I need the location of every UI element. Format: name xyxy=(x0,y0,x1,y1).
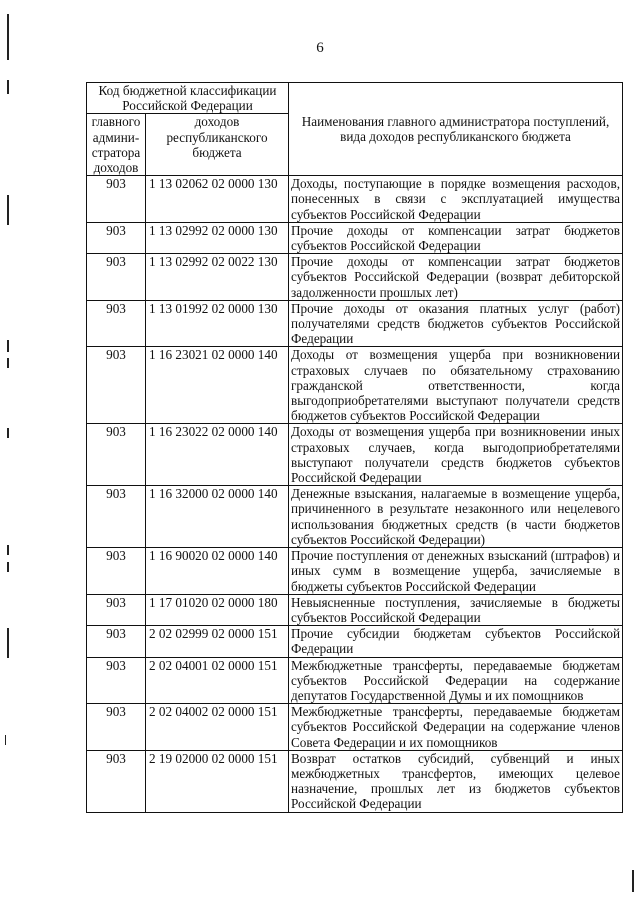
administrator-code-cell: 903 xyxy=(87,254,146,301)
table-row xyxy=(87,657,623,704)
table-row xyxy=(87,626,623,657)
administrator-code-cell: 903 xyxy=(87,750,146,812)
revenue-name-cell: Прочие поступления от денежных взысканий (штрафов) и иных сумм в возмещение ущерба, зачисляемые в бюджеты субъектов Российской Федерации xyxy=(289,548,623,595)
scan-mark xyxy=(7,545,9,555)
revenue-name-cell: Доходы, поступающие в порядке возмещения расходов, понесенных в связи с эксплуатацией имущества субъектов Российской Федерации xyxy=(289,176,623,223)
administrator-code-cell: 903 xyxy=(87,626,146,657)
table-header-row xyxy=(87,83,623,114)
revenue-code-cell: 2 19 02000 02 0000 151 xyxy=(146,750,289,812)
table-row xyxy=(87,222,623,253)
revenue-code-cell: 1 16 23022 02 0000 140 xyxy=(146,424,289,486)
table-row xyxy=(87,548,623,595)
header-budget-classification-code: Код бюджетной классификации Российской Федерации xyxy=(87,83,289,114)
revenue-name-cell: Межбюджетные трансферты, передаваемые бюджетам субъектов Российской Федерации на содержание членов Совета Федерации и их помощников xyxy=(289,704,623,751)
scan-mark xyxy=(7,428,9,438)
scan-mark xyxy=(7,358,9,368)
revenue-code-cell: 2 02 04002 02 0000 151 xyxy=(146,704,289,751)
scan-mark xyxy=(632,870,634,892)
scan-mark xyxy=(7,195,9,225)
administrator-code-cell: 903 xyxy=(87,594,146,625)
revenue-name-cell: Межбюджетные трансферты, передаваемые бюджетам субъектов Российской Федерации на содержание депутатов Государственной Думы и их помощников xyxy=(289,657,623,704)
revenue-code-cell: 1 13 02992 02 0000 130 xyxy=(146,222,289,253)
budget-classification-table xyxy=(86,82,623,813)
administrator-code-cell: 903 xyxy=(87,222,146,253)
revenue-name-cell: Доходы от возмещения ущерба при возникновении иных страховых случаев, когда выгодоприобретателями выступают получатели средств бюджетов субъектов Российской Федерации xyxy=(289,424,623,486)
scan-mark xyxy=(7,562,9,572)
revenue-code-cell: 1 16 90020 02 0000 140 xyxy=(146,548,289,595)
scan-mark xyxy=(5,735,6,745)
table-row xyxy=(87,704,623,751)
table-body xyxy=(87,176,623,812)
scan-mark xyxy=(7,340,9,352)
revenue-code-cell: 2 02 04001 02 0000 151 xyxy=(146,657,289,704)
scan-mark xyxy=(7,628,9,658)
table-row xyxy=(87,594,623,625)
header-administrator-name: Наименования главного администратора поступлений, вида доходов республиканского бюджета xyxy=(289,83,623,176)
table-row xyxy=(87,424,623,486)
table-row xyxy=(87,486,623,548)
table-row xyxy=(87,300,623,347)
administrator-code-cell: 903 xyxy=(87,548,146,595)
scan-mark xyxy=(7,80,9,94)
header-republican-revenue: доходов республиканского бюджета xyxy=(146,114,289,176)
administrator-code-cell: 903 xyxy=(87,300,146,347)
revenue-code-cell: 1 13 01992 02 0000 130 xyxy=(146,300,289,347)
revenue-name-cell: Невыясненные поступления, зачисляемые в бюджеты субъектов Российской Федерации xyxy=(289,594,623,625)
table-row xyxy=(87,176,623,223)
administrator-code-cell: 903 xyxy=(87,176,146,223)
administrator-code-cell: 903 xyxy=(87,486,146,548)
revenue-name-cell: Прочие доходы от компенсации затрат бюджетов субъектов Российской Федерации xyxy=(289,222,623,253)
administrator-code-cell: 903 xyxy=(87,347,146,424)
revenue-code-cell: 1 16 32000 02 0000 140 xyxy=(146,486,289,548)
revenue-name-cell: Прочие доходы от компенсации затрат бюджетов субъектов Российской Федерации (возврат дебиторской задолженности прошлых лет) xyxy=(289,254,623,301)
table-row xyxy=(87,347,623,424)
administrator-code-cell: 903 xyxy=(87,704,146,751)
revenue-code-cell: 2 02 02999 02 0000 151 xyxy=(146,626,289,657)
revenue-name-cell: Доходы от возмещения ущерба при возникновении страховых случаев по обязательному страхованию гражданской ответственности, когда выгодоприобретателями выступают получатели средств бюджетов субъектов Российской Федерации xyxy=(289,347,623,424)
revenue-code-cell: 1 13 02992 02 0022 130 xyxy=(146,254,289,301)
revenue-name-cell: Прочие доходы от оказания платных услуг (работ) получателями средств бюджетов субъектов Российской Федерации xyxy=(289,300,623,347)
page-number: 6 xyxy=(316,40,324,56)
administrator-code-cell: 903 xyxy=(87,657,146,704)
revenue-code-cell: 1 16 23021 02 0000 140 xyxy=(146,347,289,424)
revenue-name-cell: Денежные взыскания, налагаемые в возмещение ущерба, причиненного в результате незаконного или нецелевого использования бюджетных средств (в части бюджетов субъектов Российской Федерации) xyxy=(289,486,623,548)
administrator-code-cell: 903 xyxy=(87,424,146,486)
table-row xyxy=(87,750,623,812)
header-main-administrator: главного админи-стратора доходов xyxy=(87,114,146,176)
revenue-name-cell: Прочие субсидии бюджетам субъектов Российской Федерации xyxy=(289,626,623,657)
revenue-code-cell: 1 13 02062 02 0000 130 xyxy=(146,176,289,223)
revenue-name-cell: Возврат остатков субсидий, субвенций и иных межбюджетных трансфертов, имеющих целевое назначение, прошлых лет из бюджетов субъектов Российской Федерации xyxy=(289,750,623,812)
revenue-code-cell: 1 17 01020 02 0000 180 xyxy=(146,594,289,625)
table-row xyxy=(87,254,623,301)
